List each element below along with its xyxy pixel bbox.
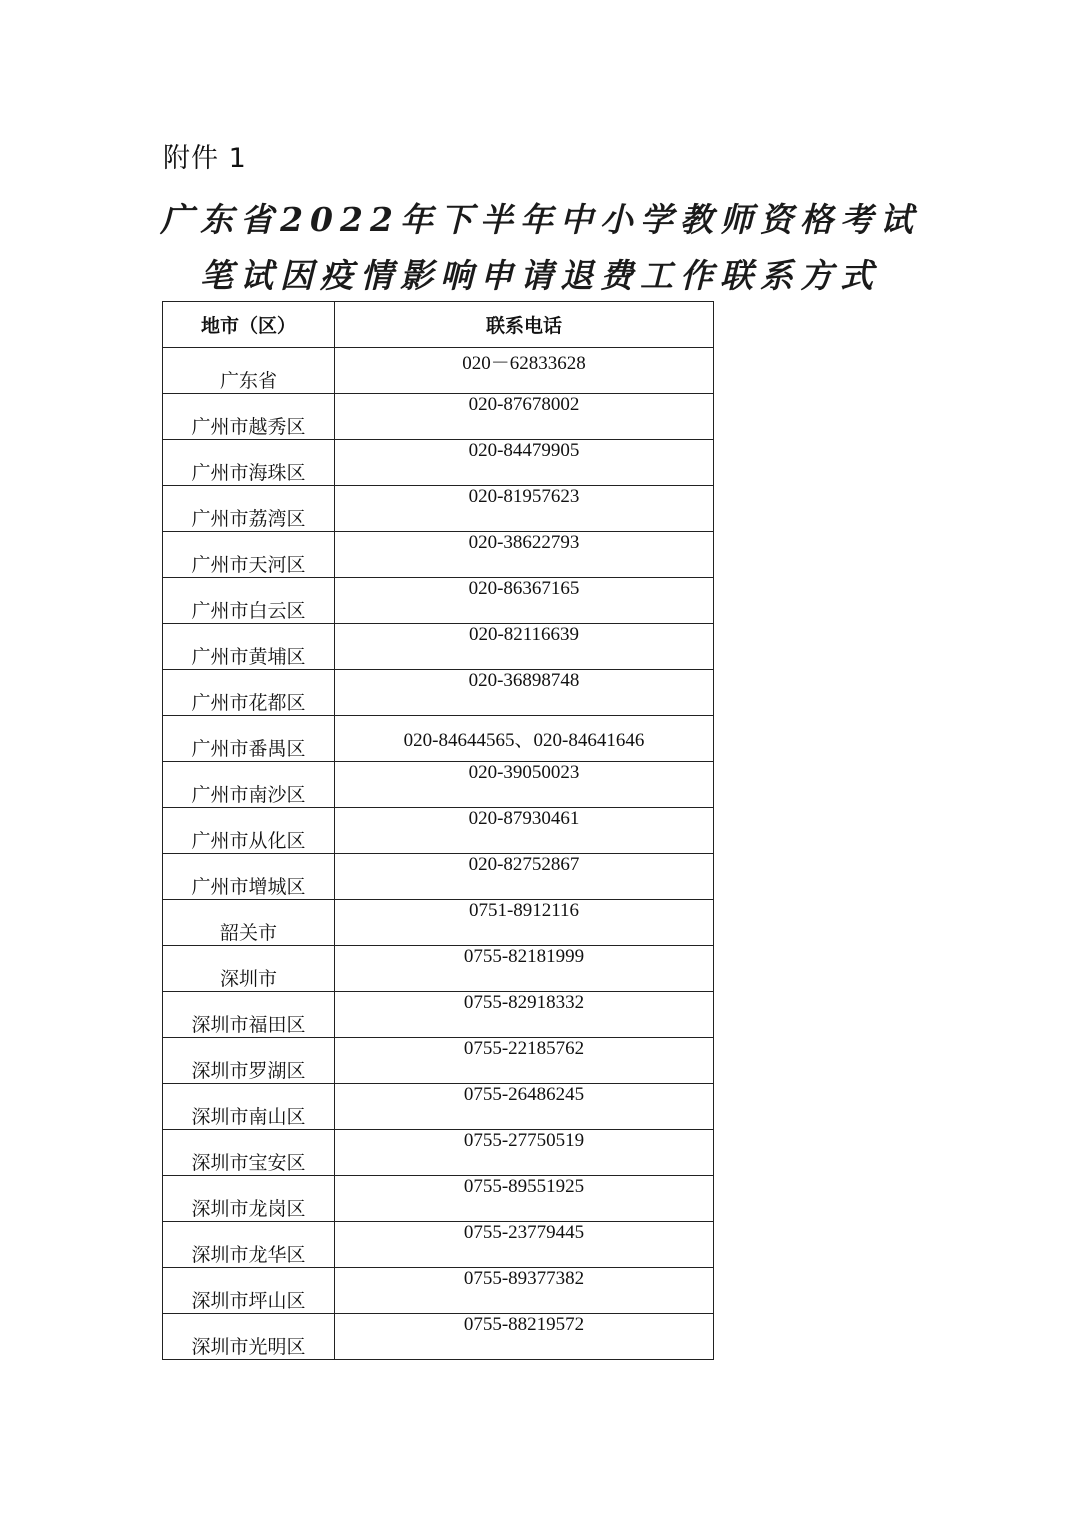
region-cell: 广东省 <box>163 348 335 394</box>
table-row <box>163 1038 714 1084</box>
region-cell: 广州市番禺区 <box>163 716 335 762</box>
table-row <box>163 670 714 716</box>
phone-cell: 0755-27750519 <box>335 1130 714 1176</box>
phone-cell: 0755-82181999 <box>335 946 714 992</box>
phone-cell: 020-81957623 <box>335 486 714 532</box>
document-title-line-1: 广东省2022年下半年中小学教师资格考试 <box>160 200 920 239</box>
region-cell: 深圳市宝安区 <box>163 1130 335 1176</box>
region-cell: 广州市南沙区 <box>163 762 335 808</box>
contact-table <box>162 301 714 1360</box>
region-cell: 深圳市光明区 <box>163 1314 335 1360</box>
phone-cell: 020-84479905 <box>335 440 714 486</box>
phone-cell: 0755-26486245 <box>335 1084 714 1130</box>
phone-cell: 0755-82918332 <box>335 992 714 1038</box>
region-cell: 广州市黄埔区 <box>163 624 335 670</box>
table-row <box>163 1222 714 1268</box>
table-row <box>163 440 714 486</box>
region-cell: 广州市天河区 <box>163 532 335 578</box>
phone-cell: 020-39050023 <box>335 762 714 808</box>
table-row <box>163 1084 714 1130</box>
table-header-row <box>163 302 714 348</box>
phone-cell: 0755-88219572 <box>335 1314 714 1360</box>
table-row <box>163 992 714 1038</box>
region-cell: 深圳市龙岗区 <box>163 1176 335 1222</box>
phone-cell: 0755-23779445 <box>335 1222 714 1268</box>
phone-cell: 0755-89377382 <box>335 1268 714 1314</box>
column-header-region: 地市（区） <box>163 302 335 348</box>
table-row <box>163 716 714 762</box>
table-row <box>163 348 714 394</box>
region-cell: 广州市海珠区 <box>163 440 335 486</box>
table-row <box>163 854 714 900</box>
region-cell: 深圳市 <box>163 946 335 992</box>
attachment-label: 附件 1 <box>163 143 247 174</box>
document-title-line-2: 笔试因疫情影响申请退费工作联系方式 <box>200 256 880 295</box>
phone-cell: 020-87678002 <box>335 394 714 440</box>
region-cell: 深圳市龙华区 <box>163 1222 335 1268</box>
phone-cell: 0755-89551925 <box>335 1176 714 1222</box>
region-cell: 深圳市罗湖区 <box>163 1038 335 1084</box>
region-cell: 韶关市 <box>163 900 335 946</box>
region-cell: 广州市白云区 <box>163 578 335 624</box>
table-row <box>163 808 714 854</box>
region-cell: 广州市从化区 <box>163 808 335 854</box>
region-cell: 广州市花都区 <box>163 670 335 716</box>
phone-cell: 0755-22185762 <box>335 1038 714 1084</box>
table-row <box>163 762 714 808</box>
region-cell: 深圳市坪山区 <box>163 1268 335 1314</box>
region-cell: 深圳市福田区 <box>163 992 335 1038</box>
region-cell: 广州市荔湾区 <box>163 486 335 532</box>
table-body <box>163 348 714 1360</box>
table-row <box>163 946 714 992</box>
phone-cell: 020－62833628 <box>335 348 714 394</box>
phone-cell: 020-38622793 <box>335 532 714 578</box>
table-row <box>163 900 714 946</box>
table-row <box>163 1314 714 1360</box>
table-row <box>163 624 714 670</box>
region-cell: 深圳市南山区 <box>163 1084 335 1130</box>
column-header-phone: 联系电话 <box>335 302 714 348</box>
phone-cell: 020-84644565、020-84641646 <box>335 716 714 762</box>
table-row <box>163 394 714 440</box>
table-row <box>163 486 714 532</box>
phone-cell: 020-36898748 <box>335 670 714 716</box>
phone-cell: 020-87930461 <box>335 808 714 854</box>
phone-cell: 020-82116639 <box>335 624 714 670</box>
table-row <box>163 1130 714 1176</box>
table-row <box>163 1268 714 1314</box>
table-row <box>163 1176 714 1222</box>
phone-cell: 020-86367165 <box>335 578 714 624</box>
table-row <box>163 532 714 578</box>
region-cell: 广州市增城区 <box>163 854 335 900</box>
phone-cell: 020-82752867 <box>335 854 714 900</box>
phone-cell: 0751-8912116 <box>335 900 714 946</box>
table-row <box>163 578 714 624</box>
region-cell: 广州市越秀区 <box>163 394 335 440</box>
